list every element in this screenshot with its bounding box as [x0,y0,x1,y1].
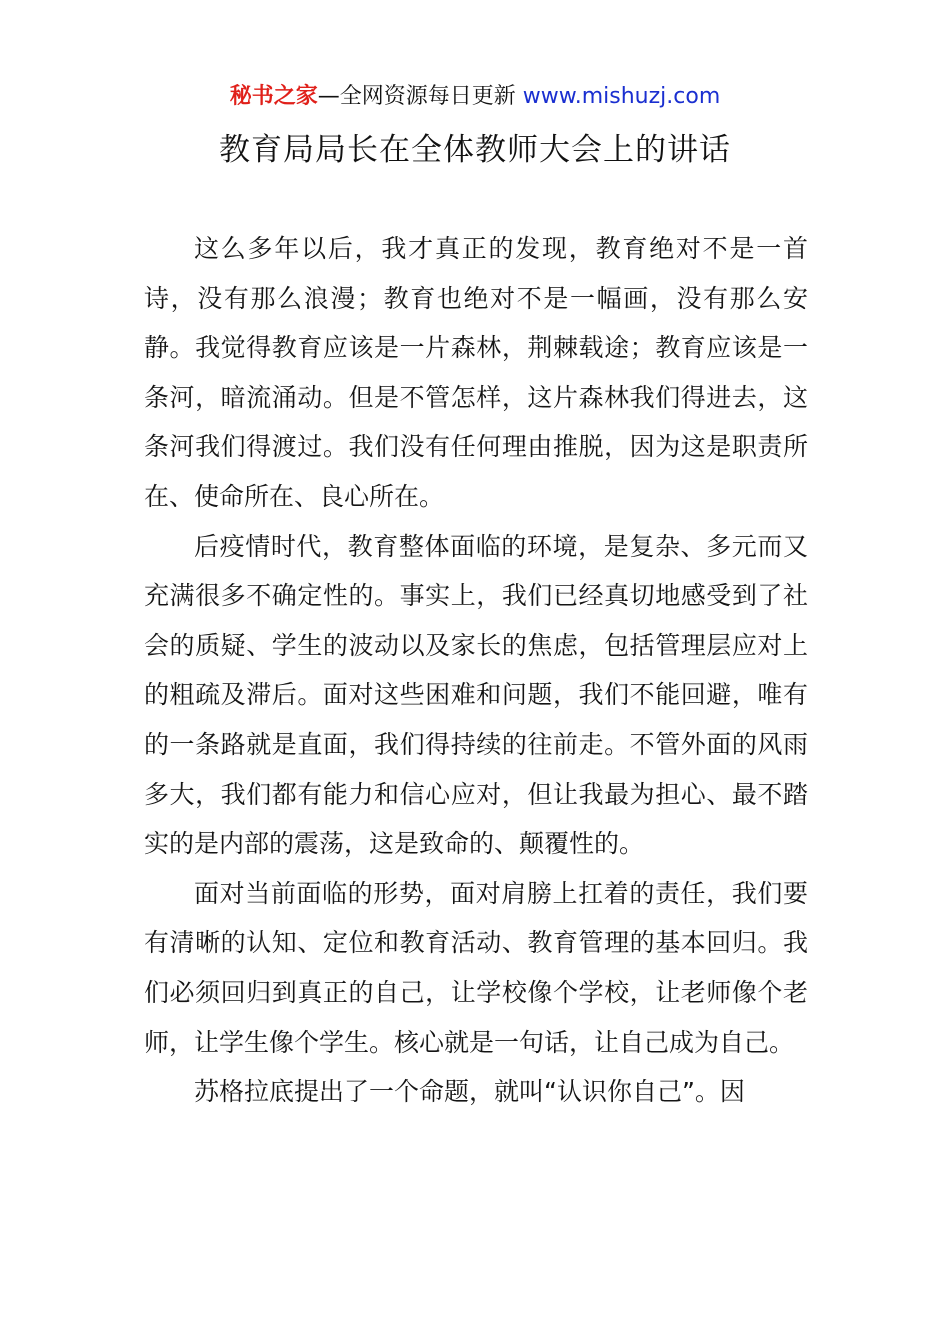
paragraph: 后疫情时代，教育整体面临的环境，是复杂、多元而又充满很多不确定性的。事实上，我们已经真切地感受到了社会的质疑、学生的波动以及家长的焦虑，包括管理层应对上的粗疏及滞后。面对这些困难和问题，我们不能回避，唯有的一条路就是直面，我们得持续的往前走。不管外面的风雨多大，我们都有能力和信心应对，但让我最为担心、最不踏实的是内部的震荡，这是致命的、颠覆性的。 [144,531,808,859]
document-title: 教育局局长在全体教师大会上的讲话 [219,132,731,168]
site-name: 秘书之家 [229,84,318,109]
site-url-link[interactable]: www.mishuzj.com [522,84,721,109]
site-tagline: —全网资源每日更新 [317,84,523,109]
site-header [0,80,950,114]
paragraph: 苏格拉底提出了一个命题，就叫“认识你自己”。因 [194,1077,745,1107]
paragraph: 面对当前面临的形势，面对肩膀上扛着的责任，我们要有清晰的认知、定位和教育活动、教育管理的基本回归。我们必须回归到真正的自己，让学校像个学校，让老师像个老师，让学生像个学生。核心就是一句话，让自己成为自己。 [144,878,808,1057]
document-body [144,224,808,1117]
paragraph: 这么多年以后，我才真正的发现，教育绝对不是一首诗，没有那么浪漫；教育也绝对不是一幅画，没有那么安静。我觉得教育应该是一片森林，荆棘载途；教育应该是一条河，暗流涌动。但是不管怎样，这片森林我们得进去，这条河我们得渡过。我们没有任何理由推脱，因为这是职责所在、使命所在、良心所在。 [144,234,808,511]
